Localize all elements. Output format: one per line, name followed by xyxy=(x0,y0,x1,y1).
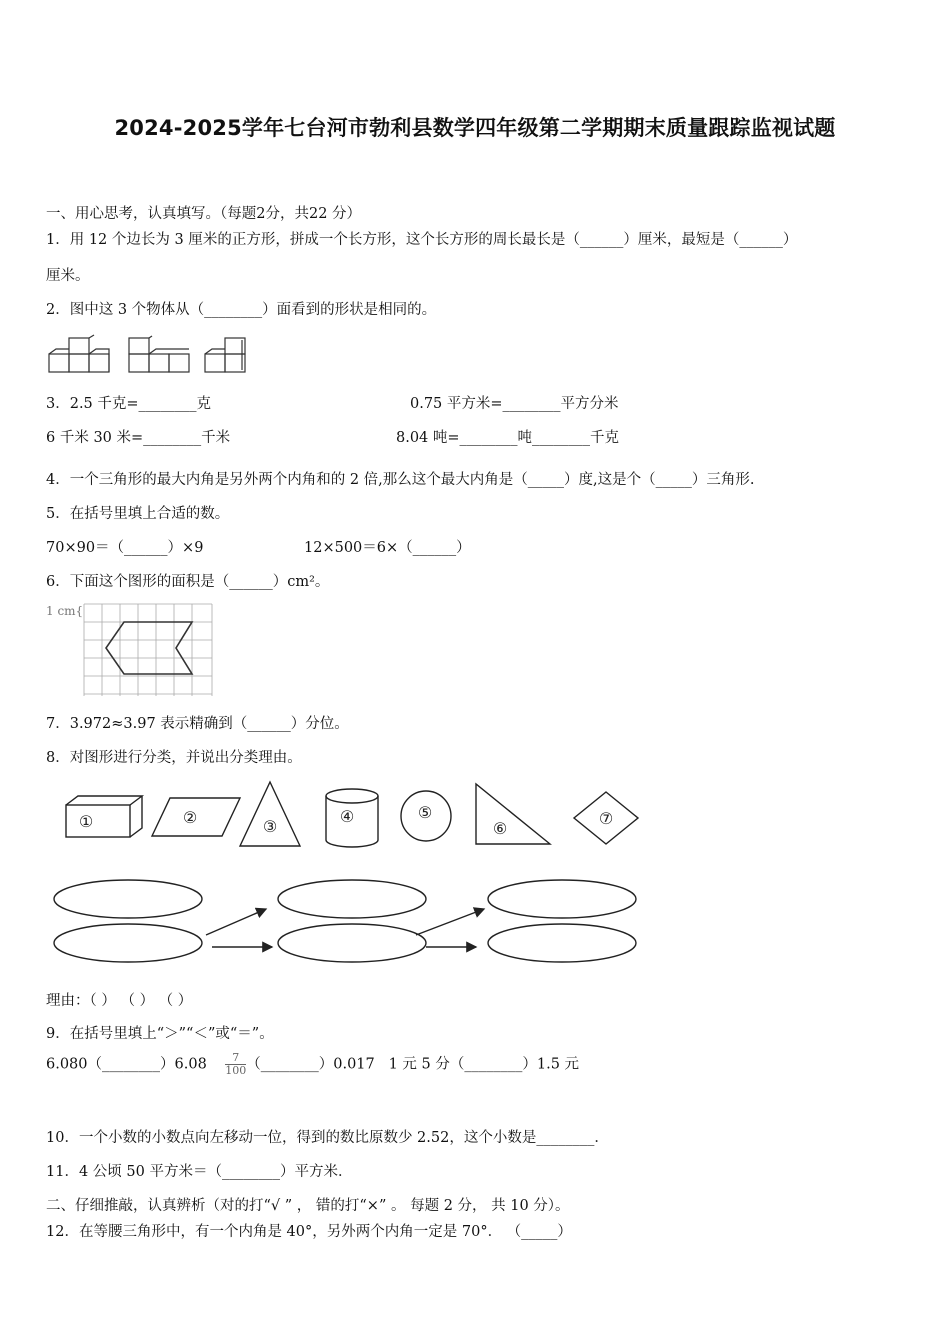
right-triangle-shape xyxy=(476,784,550,844)
question-11: 11．4 公顷 50 平方米＝（________）平方米． xyxy=(46,1164,353,1180)
question-10: 10．一个小数的小数点向左移动一位，得到的数比原数少 2.52，这个小数是________． xyxy=(46,1130,609,1146)
cube-figure-3 xyxy=(205,338,245,372)
shape-label-6: ⑥ xyxy=(492,819,508,838)
shape-label-1: ① xyxy=(78,812,94,831)
question-3c: 6 千米 30 米=________千米 xyxy=(46,430,231,446)
question-3a: 3．2.5 千克=________克 xyxy=(46,396,212,412)
grid-area-figure xyxy=(84,604,216,696)
question-5a: 70×90＝（______）×9 xyxy=(46,540,204,556)
section-2-heading: 二、仔细推敲，认真辨析（对的打“√ ” ， 错的打“×” 。 每题 2 分， 共 10 分）。 xyxy=(46,1198,570,1214)
question-9-stem: 9．在括号里填上“＞”“＜”或“＝”。 xyxy=(46,1026,274,1042)
question-1-line-1: 1．用 12 个边长为 3 厘米的正方形，拼成一个长方形，这个长方形的周长最长是（______）厘米，最短是（______） xyxy=(46,232,798,248)
question-4: 4．一个三角形的最大内角是另外两个内角和的 2 倍,那么这个最大内角是（_____）度,这是个（_____）三角形. xyxy=(46,472,755,488)
question-9-part-2: （________）0.017 xyxy=(246,1056,375,1073)
cube-figure-2 xyxy=(129,336,189,372)
question-9-part-1: 6.080（________）6.08 xyxy=(46,1056,207,1073)
fraction-denominator: 100 xyxy=(225,1064,247,1077)
fraction-numerator: 7 xyxy=(225,1052,246,1065)
shape-label-7: ⑦ xyxy=(598,809,614,828)
classification-shapes xyxy=(60,780,650,855)
question-9-part-3: 1 元 5 分（________）1.5 元 xyxy=(388,1056,580,1073)
question-2: 2．图中这 3 个物体从（________）面看到的形状是相同的。 xyxy=(46,302,437,318)
classification-ellipses xyxy=(50,875,650,969)
fraction-seven-hundredths xyxy=(225,1052,246,1077)
shape-label-5: ⑤ xyxy=(417,803,433,822)
question-12: 12．在等腰三角形中，有一个内角是 40°，另外两个内角一定是 70°． （_____） xyxy=(46,1224,572,1240)
question-8-stem: 8．对图形进行分类，并说出分类理由。 xyxy=(46,750,302,766)
shape-label-3: ③ xyxy=(262,817,278,836)
question-7: 7．3.972≈3.97 表示精确到（______）分位。 xyxy=(46,716,349,732)
cuboid-shape xyxy=(66,796,142,837)
question-9-comparisons xyxy=(46,1052,579,1077)
triangle-shape xyxy=(240,782,300,846)
question-5b: 12×500＝6×（______） xyxy=(304,540,471,556)
question-1-line-2: 厘米。 xyxy=(46,268,90,284)
shape-label-2: ② xyxy=(182,808,198,827)
shape-label-4: ④ xyxy=(339,807,355,826)
cube-figures xyxy=(48,336,248,376)
question-3b: 0.75 平方米=________平方分米 xyxy=(410,396,619,412)
cube-figure-1 xyxy=(49,335,109,372)
question-3d: 8.04 吨=________吨________千克 xyxy=(396,430,620,446)
grid-scale-label: 1 cm{ xyxy=(46,604,84,618)
page-title: 2024-2025学年七台河市勃利县数学四年级第二学期期末质量跟踪监视试题 xyxy=(114,116,836,140)
section-1-heading: 一、用心思考，认真填写。（每题2分，共22 分） xyxy=(46,206,362,222)
question-8-reason: 理由：（ ） （ ） （ ） xyxy=(46,993,193,1009)
question-5-stem: 5．在括号里填上合适的数。 xyxy=(46,506,230,522)
question-6-stem: 6．下面这个图形的面积是（______）cm²。 xyxy=(46,574,330,590)
